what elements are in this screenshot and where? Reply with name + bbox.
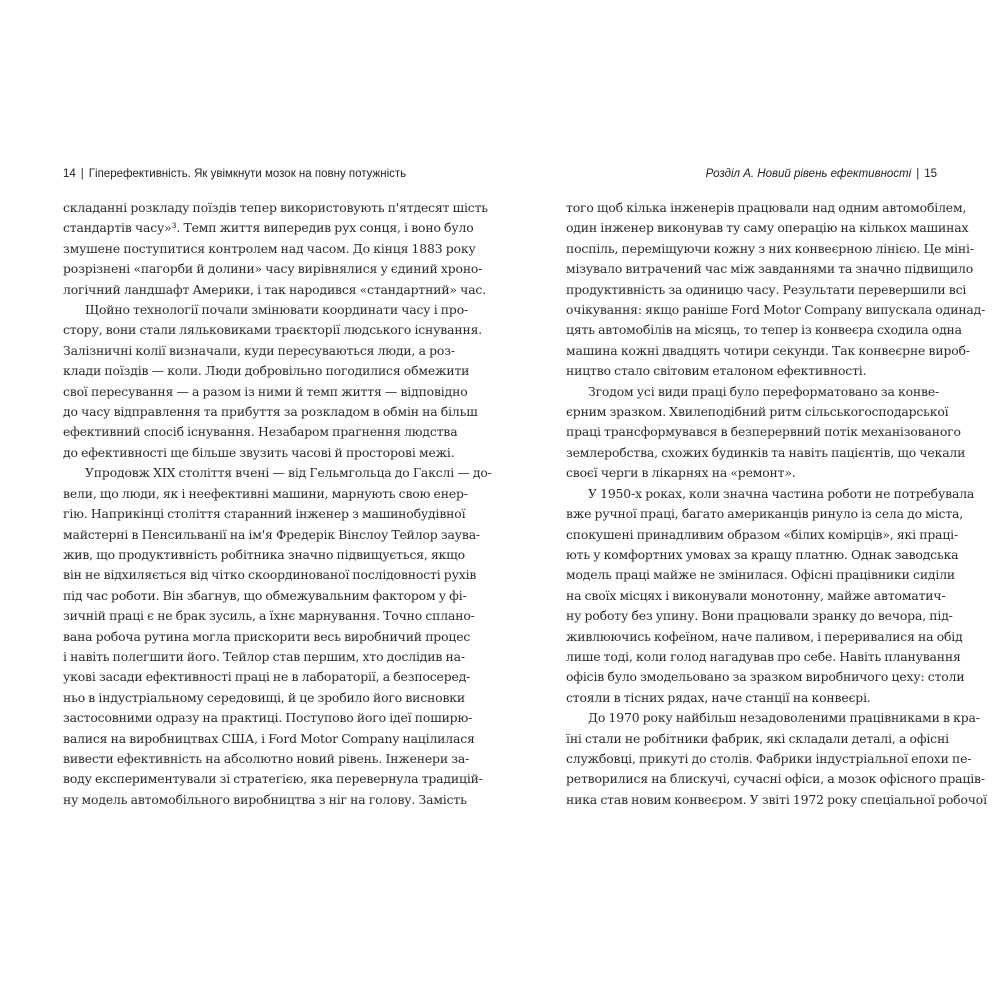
text-line: ретворилися на блискучі, сучасні офіси, а мозок офісного праців- (566, 771, 985, 787)
text-line: спокушені принадливим образом «білих комірців», які праці- (566, 526, 959, 542)
text-line: свої пересування — а разом із ними й темп життя — відповідно (63, 383, 468, 399)
text-line: стояли в тісних рядах, наче станції на конвеєрі. (566, 689, 871, 705)
header-separator: | (80, 168, 84, 180)
text-line: ну роботу без упину. Вони працювали зранку до вечора, під- (566, 608, 953, 624)
text-line: вана робоча рутина могла прискорити весь виробничий процес (63, 628, 471, 644)
text-line: змушене поступитися контролем над часом. До кінця 1883 року (63, 240, 476, 256)
text-line: офісів було змодельовано за зразком виробничого цеху: столи (566, 669, 965, 685)
text-line: До 1970 року найбільш незадоволеними працівниками в кра- (588, 710, 980, 726)
text-line: єрним зразком. Хвилеподібний ритм сільськогосподарської (566, 404, 949, 420)
text-line: один інженер виконував ту саму операцію на кількох машинах (566, 220, 969, 236)
header-separator: | (916, 168, 920, 180)
text-line: лише тоді, коли голод нагадував про себе. Навіть планування (566, 648, 961, 664)
right-page-number: 15 (924, 168, 937, 180)
text-line: він не відхиляється від чітко скоординованої послідовності рухів (63, 567, 477, 583)
text-line: ють у комфортних умовах за кращу платню. Однак заводська (566, 546, 959, 562)
text-line: стору, вони стали ляльковиками траєкторії людського існування. (63, 322, 483, 338)
text-line: клади поїздів — коли. Люди добровільно погодилися обмежити (63, 363, 470, 379)
text-line: до часу відправлення та прибуття за розкладом в обмін на більш (63, 404, 478, 420)
text-line: складанні розкладу поїздів тепер використовують п'ятдесят шість (63, 200, 488, 215)
text-line: мізувало витрачений час між завданнями та значно підвищило (566, 261, 974, 277)
text-line: ефективний спосіб існування. Незабаром прагнення людства (63, 424, 458, 440)
text-line: землеробства, схожих будинків та навіть пацієнтів, що чекали (566, 444, 966, 460)
text-line: ництво стало світовим еталоном ефективності. (566, 363, 867, 379)
text-line: їні стали не робітники фабрик, які складали деталі, а офісні (566, 730, 949, 746)
left-running-header (63, 168, 406, 180)
text-line: укові засади ефективності праці не в лабораторії, а безпосеред- (63, 669, 471, 685)
text-line: майстерні в Пенсильванії на ім'я Фредерік Вінслоу Тейлор заува- (63, 526, 480, 542)
left-page-number: 14 (63, 168, 76, 180)
text-line: валися на виробництвах США, і Ford Motor Company націлилася (63, 730, 475, 746)
text-line: службовці, прикуті до столів. Фабрики індустріальної епохи пе- (566, 750, 972, 766)
text-line: продуктивність за одиницю часу. Результати перевершили всі (566, 281, 967, 297)
text-line: ньо в індустріальному середовищі, й це зробило його висновки (63, 689, 466, 705)
text-line: розрізнені «пагорби й долини» часу вирівнялися у єдиний хроно- (63, 261, 483, 277)
text-line: Щойно технології почали змінювати координати часу і про- (85, 302, 469, 318)
text-line: до ефективності ще більше звузить часові й просторові межі. (63, 444, 455, 460)
text-line: Згодом усі види праці було переформатовано за конве- (588, 383, 940, 399)
text-line: вели, що люди, як і неефективні машини, марнують свою енер- (63, 485, 468, 501)
text-line: праці трансформувався в безперервний потік механізованого (566, 424, 961, 440)
chapter-title: Розділ А. Новий рівень ефективності (705, 168, 912, 180)
text-line: ника став новим конвеєром. У звіті 1972 року спеціальної робочої (566, 791, 987, 807)
text-line: вивести ефективність на абсолютно новий рівень. Інженери за- (63, 750, 470, 766)
text-line: гію. Наприкінці століття старанний інженер з машинобудівної (63, 506, 466, 522)
text-line: зичній праці є не брак зусиль, а їхнє марнування. Точно сплано- (63, 608, 475, 624)
text-line: логічний ландшафт Америки, і так народився «стандартний» час. (63, 281, 487, 297)
text-line: Залізничні колії визначали, куди пересуваються люди, а роз- (63, 342, 455, 358)
text-line: Упродовж XIX століття вчені — від Гельмгольца до Гакслі — до- (85, 465, 492, 481)
text-line: на своїх місцях і виконували монотонну, майже автоматич- (566, 587, 946, 603)
text-line: вже ручної праці, багато американців ринуло із села до міста, (566, 506, 964, 522)
text-line: поспіль, переміщуючи кожну з них конвеєрною лінією. Це міні- (566, 240, 974, 256)
text-line: і навіть полегшити його. Тейлор став першим, хто дослідив на- (63, 648, 465, 664)
text-line: очікування: якщо раніше Ford Motor Company випускала одинад- (566, 302, 986, 318)
text-line: машина кожні двадцять чотири секунди. Так конвеєрне вироб- (566, 342, 970, 358)
text-line: цять автомобілів на місяць, то тепер із конвеєра сходила одна (566, 322, 962, 338)
text-line: жив, що продуктивність робітника значно підвищується, якщо (63, 546, 465, 562)
text-line: стандартів часу»³. Темп життя випередив рух сонця, і воно було (63, 220, 474, 236)
text-line: ну модель автомобільного виробництва з ніг на голову. Замість (63, 791, 467, 807)
book-title: Гіперефективність. Як увімкнути мозок на повну потужність (88, 168, 407, 180)
right-running-header (706, 168, 937, 180)
text-line: модель праці майже не змінилася. Офісні працівники сиділи (566, 567, 956, 583)
text-line: застосовними одразу на практиці. Поступово його ідеї поширю- (63, 710, 473, 726)
text-line: У 1950-х роках, коли значна частина роботи не потребувала (588, 485, 975, 501)
text-line: під час роботи. Він збагнув, що обмежувальним фактором у фі- (63, 587, 467, 603)
right-page-text (566, 198, 987, 810)
text-line: живлюючись кофеїном, наче паливом, і переривалися на обід (566, 628, 963, 644)
text-line: воду експериментували зі стратегією, яка перевернула традицій- (63, 771, 483, 787)
text-line: своєї черги в лікарнях на «ремонт». (566, 465, 796, 481)
text-line: того щоб кілька інженерів працювали над одним автомобілем, (566, 200, 967, 215)
left-page-text (63, 198, 492, 810)
